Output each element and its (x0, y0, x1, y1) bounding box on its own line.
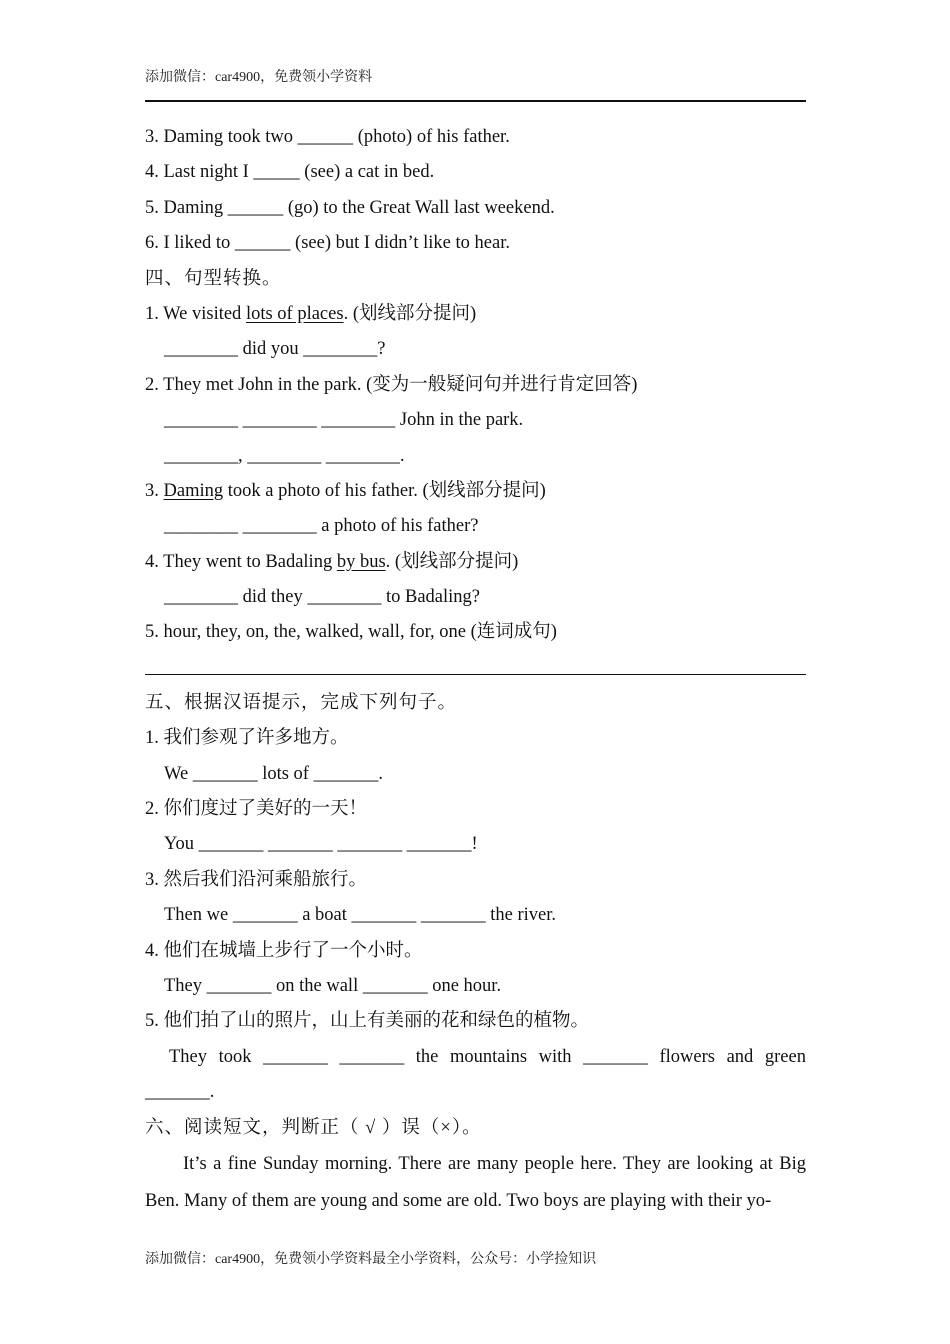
s5-item-3-cn: 3. 然后我们沿河乘船旅行。 (145, 869, 368, 890)
header-divider (145, 100, 806, 102)
s4-question-3: 3. Daming took a photo of his father. (划线部分提问) (145, 480, 546, 501)
s4-question-4: 4. They went to Badaling by bus. (划线部分提问) (145, 551, 519, 572)
fill-item-4: 4. Last night I _____ (see) a cat in bed. (145, 162, 435, 183)
s4-answer-4: ________ did they ________ to Badaling? (164, 587, 481, 608)
s5-item-1-cn: 1. 我们参观了许多地方。 (145, 728, 349, 749)
s5-item-5-en: They took _______ _______ the mountains with _______ flowers and green (169, 1046, 806, 1067)
s5-item-1-en: We _______ lots of _______. (164, 763, 383, 784)
passage-text: It’s a fine Sunday morning. There are many people here. They are looking at Big Ben. Many of them are young and some are old. Two boys are playing with their yo- (145, 1153, 806, 1211)
s4-answer-1: ________ did you ________? (164, 339, 386, 360)
s5-item-5-tail: _______. (145, 1082, 215, 1103)
fill-item-6: 6. I liked to ______ (see) but I didn’t like to hear. (145, 233, 510, 254)
s4-answer-2a: ________ ________ ________ John in the park. (164, 410, 524, 431)
s4-question-1: 1. We visited lots of places. (划线部分提问) (145, 303, 477, 324)
s4-answer-5-line (145, 651, 806, 675)
s5-item-4-en: They _______ on the wall _______ one hour. (164, 975, 502, 996)
section-6-title: 六、阅读短文，判断正（ √ ）误（×）。 (145, 1117, 482, 1138)
reading-passage (145, 1146, 806, 1220)
page-header: 添加微信：car4900，免费领小学资料 (145, 70, 373, 85)
s5-item-5-cn: 5. 他们拍了山的照片，山上有美丽的花和绿色的植物。 (145, 1011, 590, 1032)
s5-item-2-cn: 2. 你们度过了美好的一天！ (145, 799, 368, 820)
page-footer: 添加微信：car4900，免费领小学资料最全小学资料，公众号：小学捡知识 (145, 1252, 597, 1267)
s4-question-2: 2. They met John in the park. (变为一般疑问句并进行肯定回答) (145, 374, 638, 395)
s4-question-5: 5. hour, they, on, the, walked, wall, for, one (连词成句) (145, 622, 557, 643)
fill-item-3: 3. Daming took two ______ (photo) of his father. (145, 127, 510, 147)
section-4-title: 四、句型转换。 (145, 268, 282, 289)
section-5-title: 五、根据汉语提示，完成下列句子。 (145, 692, 458, 713)
s5-item-4-cn: 4. 他们在城墙上步行了一个小时。 (145, 940, 423, 961)
s5-item-3-en: Then we _______ a boat _______ _______ the river. (164, 905, 557, 926)
s4-answer-2b: ________, ________ ________. (164, 445, 405, 466)
fill-item-5: 5. Daming ______ (go) to the Great Wall last weekend. (145, 197, 555, 218)
s4-answer-3: ________ ________ a photo of his father? (164, 516, 479, 537)
s5-item-2-en: You _______ _______ _______ _______! (164, 834, 478, 855)
worksheet-content (145, 120, 806, 1220)
